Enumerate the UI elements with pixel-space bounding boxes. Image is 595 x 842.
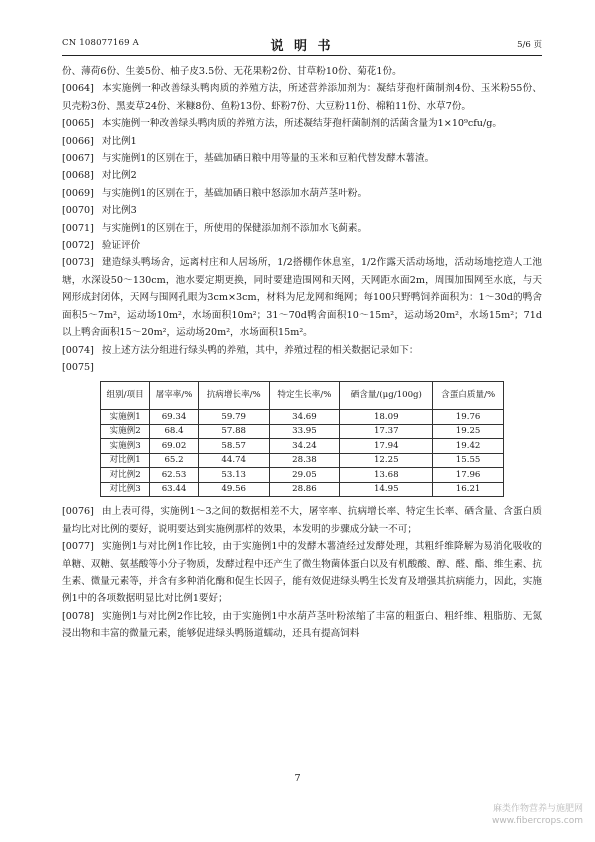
table-body (101, 410, 504, 497)
watermark (492, 803, 583, 827)
table-cell: 29.05 (269, 468, 340, 483)
table-cell: 17.96 (433, 468, 504, 483)
paragraph (62, 133, 542, 150)
table-cell: 对比例3 (101, 482, 150, 497)
paragraph (62, 63, 542, 80)
table-cell: 14.95 (340, 482, 433, 497)
document-body (62, 63, 542, 643)
paragraph-number: [0066] (62, 135, 94, 147)
paragraph-text: 建造绿头鸭场舍，远离村庄和人居场所，1/2搭棚作休息室，1/2作露天活动场地，活动场地挖造人工池塘，水深设50～130cm，池水要定期更换，同时要建造围网和天网，天网距水面2m，周围加围网至水底，与天网形成封闭体，天网与围网孔眼为3cm×3cm，材料为尼龙网和绳网；每100只野鸭饲养面积为：1～30d的鸭舍面积5～7m²，运动场10m²，水场面积10m²；31～70d鸭舍面积10～15m²，运动场20m²，水场15m²；71d以上鸭舍面积15～20m²，运动场20m²，水场面积15m²。 (62, 257, 542, 339)
page-number: 7 (294, 773, 301, 784)
paragraph-text: 份、薄荷6份、生姜5份、柚子皮3.5份、无花果粉2份、甘草粉10份、菊花1份。 (62, 66, 402, 77)
paragraph-text: 验证评价 (101, 240, 141, 252)
paragraph (62, 150, 542, 167)
table-cell: 19.76 (433, 410, 504, 425)
watermark-line-2: www.fibercrops.com (492, 816, 583, 826)
paragraph-number: [0078] (62, 610, 94, 622)
table-header-cell: 抗病增长率/% (198, 382, 269, 410)
table-cell: 28.38 (269, 453, 340, 468)
paragraph-number: [0065] (62, 118, 94, 130)
paragraph (62, 538, 542, 608)
table-cell: 49.56 (198, 482, 269, 497)
paragraph-text: 由上表可得，实施例1～3之间的数据相差不大，屠宰率、抗病增长率、特定生长率、硒含量、含蛋白质量均比对比例的要好，说明要达到实施例那样的效果，本发明的步骤成分缺一不可； (62, 506, 542, 535)
paragraph-text: 与实施例1的区别在于，所使用的保健添加剂不添加水飞蓟素。 (101, 222, 368, 234)
paragraph (62, 342, 542, 359)
paragraph-number: [0069] (62, 187, 94, 199)
data-table-wrapper (100, 381, 504, 497)
paragraph (62, 167, 542, 184)
table-row (101, 468, 504, 483)
table-header-row (101, 382, 504, 410)
paragraph (62, 254, 542, 341)
paragraphs-top (62, 63, 542, 376)
paragraph-number: [0077] (62, 541, 94, 553)
table-row (101, 410, 504, 425)
paragraph (62, 202, 542, 219)
paragraph-number: [0070] (62, 205, 94, 217)
table-header-cell: 硒含量/(μg/100g) (340, 382, 433, 410)
paragraph-text: 实施例1与对比例2作比较，由于实施例1中水葫芦茎叶粉浓缩了丰富的粗蛋白、粗纤维、粗脂肪、无氮浸出物和丰富的微量元素，能够促进绿头鸭肠道蠕动，还具有提高饲料 (62, 610, 542, 640)
table-cell: 44.74 (198, 453, 269, 468)
paragraph-number: [0076] (62, 506, 94, 518)
page-header (62, 36, 542, 52)
table-cell: 68.4 (150, 424, 199, 439)
paragraph-number: [0073] (62, 257, 94, 269)
paragraph-text: 对比例1 (101, 135, 137, 147)
table-cell: 17.94 (340, 439, 433, 454)
paragraph-text: 本实施例一种改善绿头鸭肉质的养殖方法，所述营养添加剂为：凝结芽孢杆菌制剂4份、玉米粉55份、贝壳粉3份、黑麦草24份、米糠8份、鱼粉13份、虾粉7份、大豆粉11份、棉粕11份、水草7份。 (62, 83, 542, 112)
paragraph (62, 359, 542, 376)
table-cell: 65.2 (150, 453, 199, 468)
paragraph (62, 237, 542, 254)
table-cell: 69.02 (150, 439, 199, 454)
paragraph-number: [0064] (62, 83, 94, 95)
paragraph-text: 实施例1与对比例1作比较，由于实施例1中的发酵木薯渣经过发酵处理，其粗纤维降解为易消化吸收的单糖、双糖、氨基酸等小分子物质，发酵过程中还产生了微生物菌体蛋白以及有机酸酸、醇、醛、酯、维生素、抗生素、微量元素等，并含有多种消化酶和促生长因子，能有效促进绿头鸭生长发育及增强其抗病能力，因此，实施例1中的各项数据明显比对比例1要好； (62, 541, 542, 605)
paragraph-number: [0072] (62, 240, 94, 252)
table-cell: 12.25 (340, 453, 433, 468)
table-cell: 53.13 (198, 468, 269, 483)
table-cell: 58.57 (198, 439, 269, 454)
table-cell: 13.68 (340, 468, 433, 483)
table-cell: 33.95 (269, 424, 340, 439)
table-cell: 59.79 (198, 410, 269, 425)
table-row (101, 453, 504, 468)
patent-number: CN 108077169 A (62, 38, 139, 48)
table-cell: 17.37 (340, 424, 433, 439)
table-cell: 69.34 (150, 410, 199, 425)
watermark-line-1: 麻类作物营养与施肥网 (492, 804, 583, 814)
paragraph-text: 本实施例一种改善绿头鸭肉质的养殖方法，所述凝结芽孢杆菌制剂的活菌含量为1×10⁹cfu/g。 (101, 118, 502, 130)
document-title: 说 明 书 (270, 39, 334, 54)
table-cell: 对比例2 (101, 468, 150, 483)
table-header-cell: 屠宰率/% (150, 382, 199, 410)
table-header-cell: 特定生长率/% (269, 382, 340, 410)
table-cell: 实施例3 (101, 439, 150, 454)
paragraph-text: 与实施例1的区别在于，基础加硒日粮中怒添加水葫芦茎叶粉。 (101, 187, 368, 199)
paragraph-number: [0067] (62, 153, 94, 165)
paragraph-number: [0068] (62, 170, 94, 182)
results-table (100, 381, 504, 497)
table-row (101, 439, 504, 454)
paragraph (62, 503, 542, 538)
paragraph-text: 对比例2 (101, 170, 137, 182)
paragraph-text: 与实施例1的区别在于，基础加硒日粮中用等量的玉米和豆粕代替发酵木薯渣。 (101, 153, 435, 165)
table-cell: 28.86 (269, 482, 340, 497)
paragraph-text: 对比例3 (101, 205, 137, 217)
paragraph-number: [0075] (62, 361, 94, 373)
table-cell: 16.21 (433, 482, 504, 497)
table-cell: 实施例2 (101, 424, 150, 439)
paragraph (62, 80, 542, 115)
paragraph (62, 608, 542, 643)
table-header-cell: 组别/项目 (101, 382, 150, 410)
table-cell: 34.69 (269, 410, 340, 425)
table-cell: 实施例1 (101, 410, 150, 425)
table-cell: 19.42 (433, 439, 504, 454)
paragraph-text: 按上述方法分组进行绿头鸭的养殖，其中，养殖过程的相关数据记录如下： (101, 344, 419, 356)
table-cell: 18.09 (340, 410, 433, 425)
table-cell: 57.88 (198, 424, 269, 439)
table-cell: 62.53 (150, 468, 199, 483)
paragraph-number: [0074] (62, 344, 94, 356)
header-rule (62, 55, 542, 56)
table-cell: 15.55 (433, 453, 504, 468)
paragraph (62, 220, 542, 237)
table-cell: 19.25 (433, 424, 504, 439)
table-cell: 63.44 (150, 482, 199, 497)
table-row (101, 424, 504, 439)
table-header-cell: 含蛋白质量/% (433, 382, 504, 410)
paragraph (62, 185, 542, 202)
table-cell: 34.24 (269, 439, 340, 454)
paragraphs-bottom (62, 503, 542, 642)
paragraph (62, 115, 542, 132)
page-info: 5/6 页 (517, 40, 542, 50)
table-row (101, 482, 504, 497)
paragraph-number: [0071] (62, 222, 94, 234)
table-cell: 对比例1 (101, 453, 150, 468)
